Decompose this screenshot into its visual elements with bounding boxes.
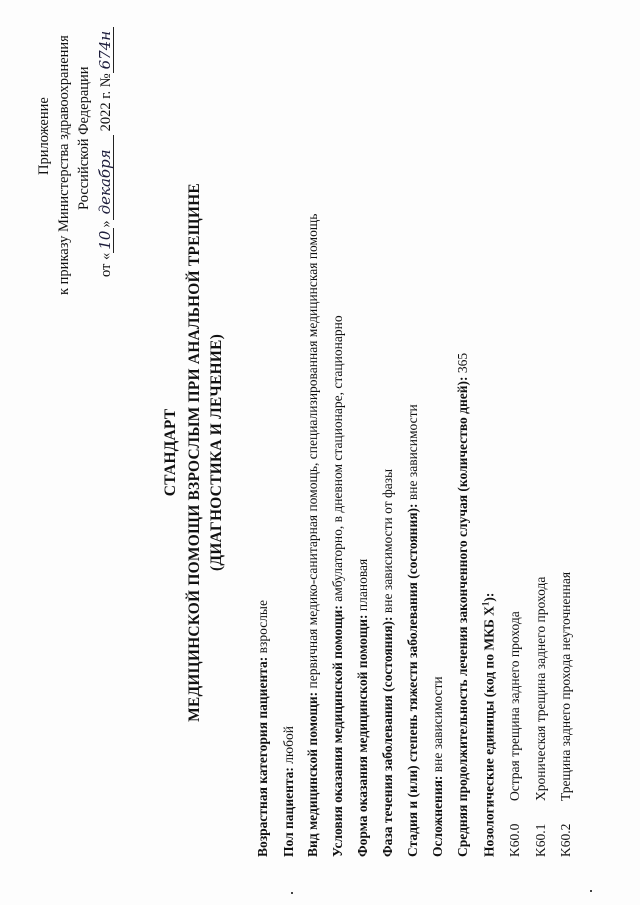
annex-day: 10 [98,228,114,253]
field-sex: Пол пациента: любой [281,726,296,857]
icd-code: K60.1 [533,823,548,857]
annex-date-prefix: от « [98,252,114,277]
field-disease-phase: Фаза течения заболевания (состояния): вне зависимости от фазы [380,468,395,857]
field-care-type: Вид медицинской помощи: первичная медико-санитарная помощь, специализированная медицинская помощь [305,213,320,857]
field-avg-duration: Средняя продолжительность лечения законченного случая (количество дней): 365 [455,352,470,857]
field-care-conditions: Условия оказания медицинской помощи: амбулаторно, в дневном стационаре, стационарно [330,315,345,857]
field-disease-stage: Стадия и (или) степень тяжести заболевания (состояния): вне зависимости [405,404,420,857]
annex-year: 2022 г. № [98,73,114,132]
icd-code-row [508,611,522,857]
annex-number: 674н [98,27,114,74]
field-nosology: Нозологические единицы (код по МКБ $X^1$): [480,592,497,857]
scan-mark [590,890,592,892]
annex-order: к приказу Министерства здравоохранения [56,35,72,295]
field-complications: Осложнения: вне зависимости [430,676,445,857]
icd-code: K60.2 [558,823,573,857]
annex-label: Приложение [36,97,52,175]
doc-subtitle: МЕДИЦИНСКОЙ ПОМОЩИ ВЗРОСЛЫМ ПРИ АНАЛЬНОЙ ТРЕЩИНЕ [186,183,203,722]
scan-mark [291,892,293,894]
icd-code-row [534,577,548,857]
doc-title: СТАНДАРТ [162,408,179,497]
annex-month: декабря [98,135,114,220]
field-care-form: Форма оказания медицинской помощи: плановая [355,558,370,857]
icd-code-row [559,572,573,857]
annex-date [98,27,114,277]
annex-date-mid: » [98,220,114,228]
icd-code: K60.0 [507,823,522,857]
doc-subtitle-2: (ДИАГНОСТИКА И ЛЕЧЕНИЕ) [208,334,225,571]
annex-country: Российской Федерации [76,66,92,210]
icd-name: Острая трещина заднего прохода [507,611,522,801]
icd-name: Хроническая трещина заднего прохода [533,576,548,801]
icd-name: Трещина заднего прохода неуточненная [558,571,573,801]
field-age: Возрастная категория пациента: взрослые [255,600,270,857]
